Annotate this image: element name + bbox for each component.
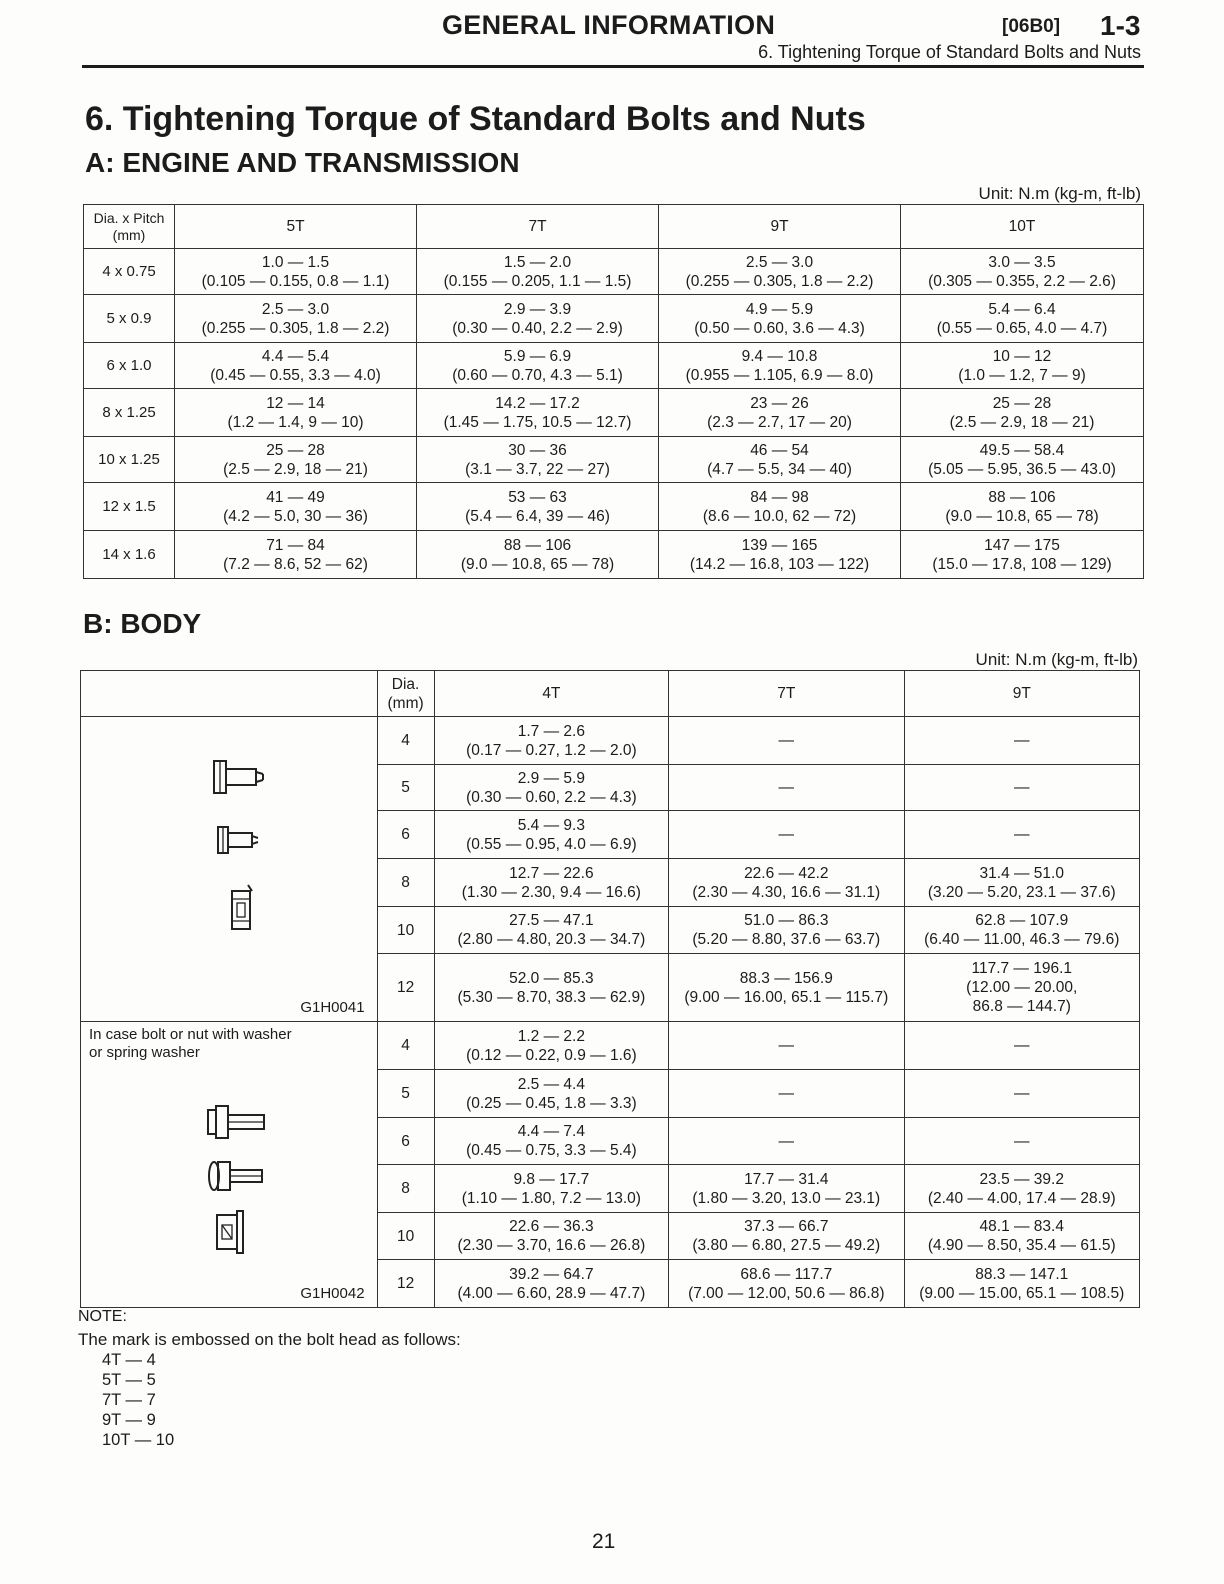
note-item: 5T — 5 [102,1371,156,1389]
torque-value-cell: — [904,765,1139,811]
diameter-cell: 5 [377,765,434,811]
torque-value-cell: — [904,811,1139,859]
grade-header: 9T [904,671,1139,717]
note-text: The mark is embossed on the bolt head as follows: [78,1330,461,1349]
torque-value-cell: 9.4 — 10.8 (0.955 — 1.105, 6.9 — 8.0) [659,343,901,389]
torque-value-cell: 25 — 28 (2.5 — 2.9, 18 — 21) [901,389,1144,437]
body-row [81,1022,1140,1070]
torque-value-cell: 12 — 14 (1.2 — 1.4, 9 — 10) [175,389,417,437]
torque-value-cell: 31.4 — 51.0 (3.20 — 5.20, 23.1 — 37.6) [904,859,1139,907]
torque-value-cell: 51.0 — 86.3 (5.20 — 8.80, 37.6 — 63.7) [669,907,904,954]
torque-value-cell: 2.5 — 4.4 (0.25 — 0.45, 1.8 — 3.3) [434,1070,668,1118]
torque-value-cell: 12.7 — 22.6 (1.30 — 2.30, 9.4 — 16.6) [434,859,668,907]
torque-value-cell: — [904,1118,1139,1165]
grade-header: 5T [175,205,417,249]
torque-value-cell: 46 — 54 (4.7 — 5.5, 34 — 40) [659,437,901,483]
grade-header: 7T [417,205,659,249]
torque-value-cell: — [904,1022,1139,1070]
grade-header: 9T [659,205,901,249]
running-header-code: [06B0] [1002,16,1061,37]
diameter-cell: 4 [377,1022,434,1070]
torque-value-cell: 88 — 106 (9.0 — 10.8, 65 — 78) [417,531,659,579]
note-item: 9T — 9 [102,1411,156,1429]
diameter-cell: 12 [377,954,434,1022]
note-heading: NOTE: [78,1308,127,1325]
note-list [102,1350,174,1450]
grade-header: 10T [901,205,1144,249]
torque-value-cell: 52.0 — 85.3 (5.30 — 8.70, 38.3 — 62.9) [434,954,668,1022]
diameter-cell: 4 [377,717,434,765]
torque-value-cell: 27.5 — 47.1 (2.80 — 4.80, 20.3 — 34.7) [434,907,668,954]
torque-value-cell: 37.3 — 66.7 (3.80 — 6.80, 27.5 — 49.2) [669,1213,904,1260]
torque-value-cell: 5.9 — 6.9 (0.60 — 0.70, 4.3 — 5.1) [417,343,659,389]
diameter-cell: 6 [377,1118,434,1165]
body-torque-table [80,670,1140,1308]
running-header-subtitle: 6. Tightening Torque of Standard Bolts and Nuts [758,42,1141,62]
washer-nut-icon [211,1207,251,1260]
torque-value-cell: — [669,1022,904,1070]
torque-value-cell: 39.2 — 64.7 (4.00 — 6.60, 28.9 — 47.7) [434,1260,668,1308]
engine-heading: A: ENGINE AND TRANSMISSION [85,147,520,178]
torque-value-cell: 49.5 — 58.4 (5.05 — 5.95, 36.5 — 43.0) [901,437,1144,483]
bolt-size-cell: 10 x 1.25 [84,437,175,483]
torque-value-cell: — [669,1070,904,1118]
torque-value-cell: 3.0 — 3.5 (0.305 — 0.355, 2.2 — 2.6) [901,249,1144,295]
note-item: 10T — 10 [102,1431,175,1449]
torque-value-cell: 1.7 — 2.6 (0.17 — 0.27, 1.2 — 2.0) [434,717,668,765]
figure-caption: G1H0041 [300,999,365,1016]
torque-value-cell: — [669,811,904,859]
flange-bolt-icon [211,757,271,802]
bolt-size-cell: 5 x 0.9 [84,295,175,343]
torque-value-cell: 48.1 — 83.4 (4.90 — 8.50, 35.4 — 61.5) [904,1213,1139,1260]
torque-value-cell: 5.4 — 9.3 (0.55 — 0.95, 4.0 — 6.9) [434,811,668,859]
torque-value-cell: 5.4 — 6.4 (0.55 — 0.65, 4.0 — 4.7) [901,295,1144,343]
diameter-cell: 12 [377,1260,434,1308]
bolt-size-cell: 12 x 1.5 [84,483,175,531]
grade-header: 7T [669,671,904,717]
torque-value-cell: 2.9 — 3.9 (0.30 — 0.40, 2.2 — 2.9) [417,295,659,343]
engine-header-row [84,205,1144,249]
torque-value-cell: 1.0 — 1.5 (0.105 — 0.155, 0.8 — 1.1) [175,249,417,295]
torque-value-cell: 30 — 36 (3.1 — 3.7, 22 — 27) [417,437,659,483]
torque-value-cell: 25 — 28 (2.5 — 2.9, 18 — 21) [175,437,417,483]
engine-row [84,483,1144,531]
body-header-row [81,671,1140,717]
washer-group-label: In case bolt or nut with washer or spring washer [89,1026,292,1061]
torque-value-cell: 4.4 — 5.4 (0.45 — 0.55, 3.3 — 4.0) [175,343,417,389]
bolt-illustration-cell [81,717,378,1022]
diameter-cell: 6 [377,811,434,859]
torque-value-cell: 22.6 — 42.2 (2.30 — 4.30, 16.6 — 31.1) [669,859,904,907]
torque-value-cell: — [669,1118,904,1165]
dia-pitch-header: Dia. x Pitch (mm) [84,205,175,249]
torque-value-cell: — [904,717,1139,765]
torque-value-cell: — [669,765,904,811]
torque-value-cell: 139 — 165 (14.2 — 16.8, 103 — 122) [659,531,901,579]
torque-value-cell: 14.2 — 17.2 (1.45 — 1.75, 10.5 — 12.7) [417,389,659,437]
dia-header: Dia. (mm) [377,671,434,717]
running-header-title: GENERAL INFORMATION [442,10,776,40]
torque-value-cell: 10 — 12 (1.0 — 1.2, 7 — 9) [901,343,1144,389]
running-header-page: 1-3 [1100,10,1141,41]
torque-value-cell: 88 — 106 (9.0 — 10.8, 65 — 78) [901,483,1144,531]
torque-value-cell: 68.6 — 117.7 (7.00 — 12.00, 50.6 — 86.8) [669,1260,904,1308]
header-rule [82,65,1144,68]
torque-value-cell: 2.5 — 3.0 (0.255 — 0.305, 1.8 — 2.2) [659,249,901,295]
engine-torque-table [83,204,1144,579]
grade-header: 4T [434,671,668,717]
torque-value-cell: 4.4 — 7.4 (0.45 — 0.75, 3.3 — 5.4) [434,1118,668,1165]
figure-caption: G1H0042 [300,1285,365,1302]
diameter-cell: 8 [377,1165,434,1213]
note-item: 7T — 7 [102,1391,156,1409]
torque-value-cell: 23.5 — 39.2 (2.40 — 4.00, 17.4 — 28.9) [904,1165,1139,1213]
engine-row [84,389,1144,437]
torque-value-cell: 23 — 26 (2.3 — 2.7, 17 — 20) [659,389,901,437]
torque-value-cell: 88.3 — 156.9 (9.00 — 16.00, 65.1 — 115.7) [669,954,904,1022]
torque-value-cell: 117.7 — 196.1 (12.00 — 20.00, 86.8 — 144.7) [904,954,1139,1022]
torque-value-cell: 41 — 49 (4.2 — 5.0, 30 — 36) [175,483,417,531]
washer-bolt-icon [206,1102,272,1147]
torque-value-cell: 88.3 — 147.1 (9.00 — 15.00, 65.1 — 108.5) [904,1260,1139,1308]
torque-value-cell: 147 — 175 (15.0 — 17.8, 108 — 129) [901,531,1144,579]
torque-value-cell: 1.5 — 2.0 (0.155 — 0.205, 1.1 — 1.5) [417,249,659,295]
body-row [81,717,1140,765]
torque-value-cell: 84 — 98 (8.6 — 10.0, 62 — 72) [659,483,901,531]
diameter-cell: 5 [377,1070,434,1118]
section-title: 6. Tightening Torque of Standard Bolts and Nuts [85,100,866,138]
bolt-size-cell: 6 x 1.0 [84,343,175,389]
blank-header [81,671,378,717]
engine-row [84,531,1144,579]
torque-value-cell: 62.8 — 107.9 (6.40 — 11.00, 46.3 — 79.6) [904,907,1139,954]
bolt-size-cell: 8 x 1.25 [84,389,175,437]
torque-value-cell: 2.9 — 5.9 (0.30 — 0.60, 2.2 — 4.3) [434,765,668,811]
torque-value-cell: 2.5 — 3.0 (0.255 — 0.305, 1.8 — 2.2) [175,295,417,343]
torque-value-cell: 71 — 84 (7.2 — 8.6, 52 — 62) [175,531,417,579]
torque-value-cell: 1.2 — 2.2 (0.12 — 0.22, 0.9 — 1.6) [434,1022,668,1070]
body-heading: B: BODY [83,608,202,639]
bolt-illustration-cell [81,1022,378,1308]
engine-row [84,343,1144,389]
bolt-size-cell: 4 x 0.75 [84,249,175,295]
torque-value-cell: 17.7 — 31.4 (1.80 — 3.20, 13.0 — 23.1) [669,1165,904,1213]
torque-value-cell: 53 — 63 (5.4 — 6.4, 39 — 46) [417,483,659,531]
flange-nut-icon [226,883,256,942]
diameter-cell: 10 [377,907,434,954]
engine-unit-label: Unit: N.m (kg-m, ft-lb) [978,184,1141,203]
engine-row [84,249,1144,295]
engine-row [84,295,1144,343]
torque-value-cell: — [669,717,904,765]
note-item: 4T — 4 [102,1351,156,1369]
diameter-cell: 8 [377,859,434,907]
page-number: 21 [592,1530,616,1553]
torque-value-cell: 4.9 — 5.9 (0.50 — 0.60, 3.6 — 4.3) [659,295,901,343]
spring-washer-bolt-icon [206,1156,272,1201]
short-bolt-icon [214,823,264,862]
diameter-cell: 10 [377,1213,434,1260]
bolt-size-cell: 14 x 1.6 [84,531,175,579]
torque-value-cell: 22.6 — 36.3 (2.30 — 3.70, 16.6 — 26.8) [434,1213,668,1260]
engine-row [84,437,1144,483]
torque-value-cell: 9.8 — 17.7 (1.10 — 1.80, 7.2 — 13.0) [434,1165,668,1213]
body-unit-label: Unit: N.m (kg-m, ft-lb) [975,650,1138,669]
torque-value-cell: — [904,1070,1139,1118]
